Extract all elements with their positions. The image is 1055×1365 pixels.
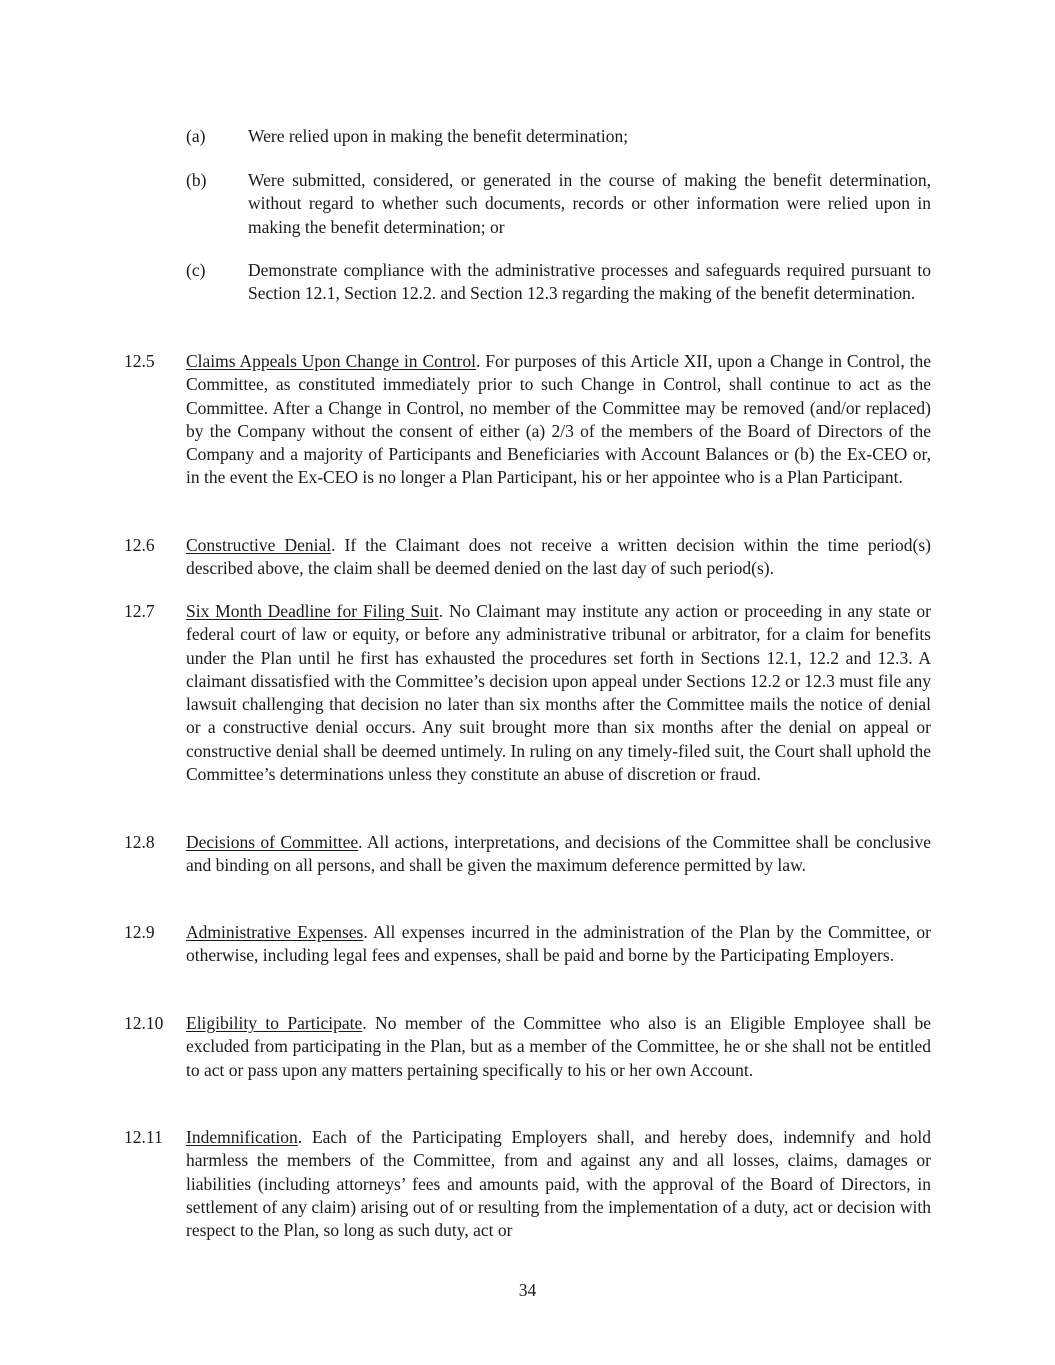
section-number: 12.9 <box>124 922 155 942</box>
list-item-label: (a) <box>186 126 206 146</box>
section-text: . All actions, interpretations, and decisions of the Committee shall be conclusive and binding on all persons, and shall be given the maximum deference permitted by law. <box>186 832 931 876</box>
section-text: . No member of the Committee who also is an Eligible Employee shall be excluded from participating in the Plan, but as a member of the Committee, he or she shall not be entitled to act or pass upon any matters pertaining specifically to his or her own Account. <box>186 1013 932 1080</box>
section-body <box>186 534 931 581</box>
section-heading: Decisions of Committee <box>186 832 359 852</box>
list-item-text: Were submitted, considered, or generated in the course of making the benefit determination, without regard to whether such documents, records or other information were relied upon in making the benefit determination; or <box>248 170 931 237</box>
section-body <box>186 1126 931 1242</box>
section-text: . For purposes of this Article XII, upon a Change in Control, the Committee, as constituted immediately prior to such Change in Control, shall continue to act as the Committee. After a Change in Control, no member of the Committee may be removed (and/or replaced) by the Company without the consent of either (a) 2/3 of the members of the Board of Directors of the Company and a majority of Participants and Beneficiaries with Account Balances or (b) the Ex-CEO or, in the event the Ex-CEO is no longer a Plan Participant, his or her appointee who is a Plan Participant. <box>186 351 931 488</box>
section-body <box>186 921 931 968</box>
section-body <box>186 831 931 878</box>
section-number: 12.7 <box>124 601 155 621</box>
section-heading: Six Month Deadline for Filing Suit <box>186 601 439 621</box>
list-item-label: (b) <box>186 170 207 190</box>
section-heading: Administrative Expenses <box>186 922 364 942</box>
section-heading: Claims Appeals Upon Change in Control <box>186 351 476 371</box>
section-number: 12.10 <box>124 1013 164 1033</box>
list-item-text: Were relied upon in making the benefit determination; <box>248 126 629 146</box>
list-item-text: Demonstrate compliance with the administrative processes and safeguards required pursuant to Section 12.1, Section 12.2. and Section 12.3 regarding the making of the benefit determination. <box>248 260 931 304</box>
section-body <box>186 350 931 490</box>
list-item-label: (c) <box>186 260 206 280</box>
section-heading: Eligibility to Participate <box>186 1013 363 1033</box>
section-text: . No Claimant may institute any action or proceeding in any state or federal court of law or equity, or before any administrative tribunal or arbitrator, for a claim for benefits under the Plan until he first has exhausted the procedures set forth in Sections 12.1, 12.2 and 12.3. A claimant dissatisfied with the Committee’s decision upon appeal under Sections 12.2 or 12.3 must file any lawsuit challenging that decision no later than six months after the Committee mails the notice of denial or a constructive denial occurs. Any suit brought more than six months after the denial on appeal or constructive denial shall be deemed untimely. In ruling on any timely-filed suit, the Court shall uphold the Committee’s determinations unless they constitute an abuse of discretion or fraud. <box>186 601 931 785</box>
section-number: 12.5 <box>124 351 155 371</box>
section-heading: Indemnification <box>186 1127 298 1147</box>
section-text: . Each of the Participating Employers shall, and hereby does, indemnify and hold harmless the members of the Committee, from and against any and all losses, claims, damages or liabilities (including attorneys’ fees and amounts paid, with the approval of the Board of Directors, in settlement of any claim) arising out of or resulting from the implementation of a duty, act or decision with respect to the Plan, so long as such duty, act or <box>186 1127 931 1241</box>
section-number: 12.8 <box>124 832 155 852</box>
section-heading: Constructive Denial <box>186 535 332 555</box>
section-number: 12.6 <box>124 535 155 555</box>
page-number: 34 <box>518 1280 537 1300</box>
section-number: 12.11 <box>124 1127 163 1147</box>
section-body <box>186 600 931 786</box>
section-text: . All expenses incurred in the administration of the Plan by the Committee, or otherwise, including legal fees and expenses, shall be paid and borne by the Participating Employers. <box>186 922 931 966</box>
section-text: . If the Claimant does not receive a written decision within the time period(s) described above, the claim shall be deemed denied on the last day of such period(s). <box>186 535 931 579</box>
section-body <box>186 1012 931 1082</box>
